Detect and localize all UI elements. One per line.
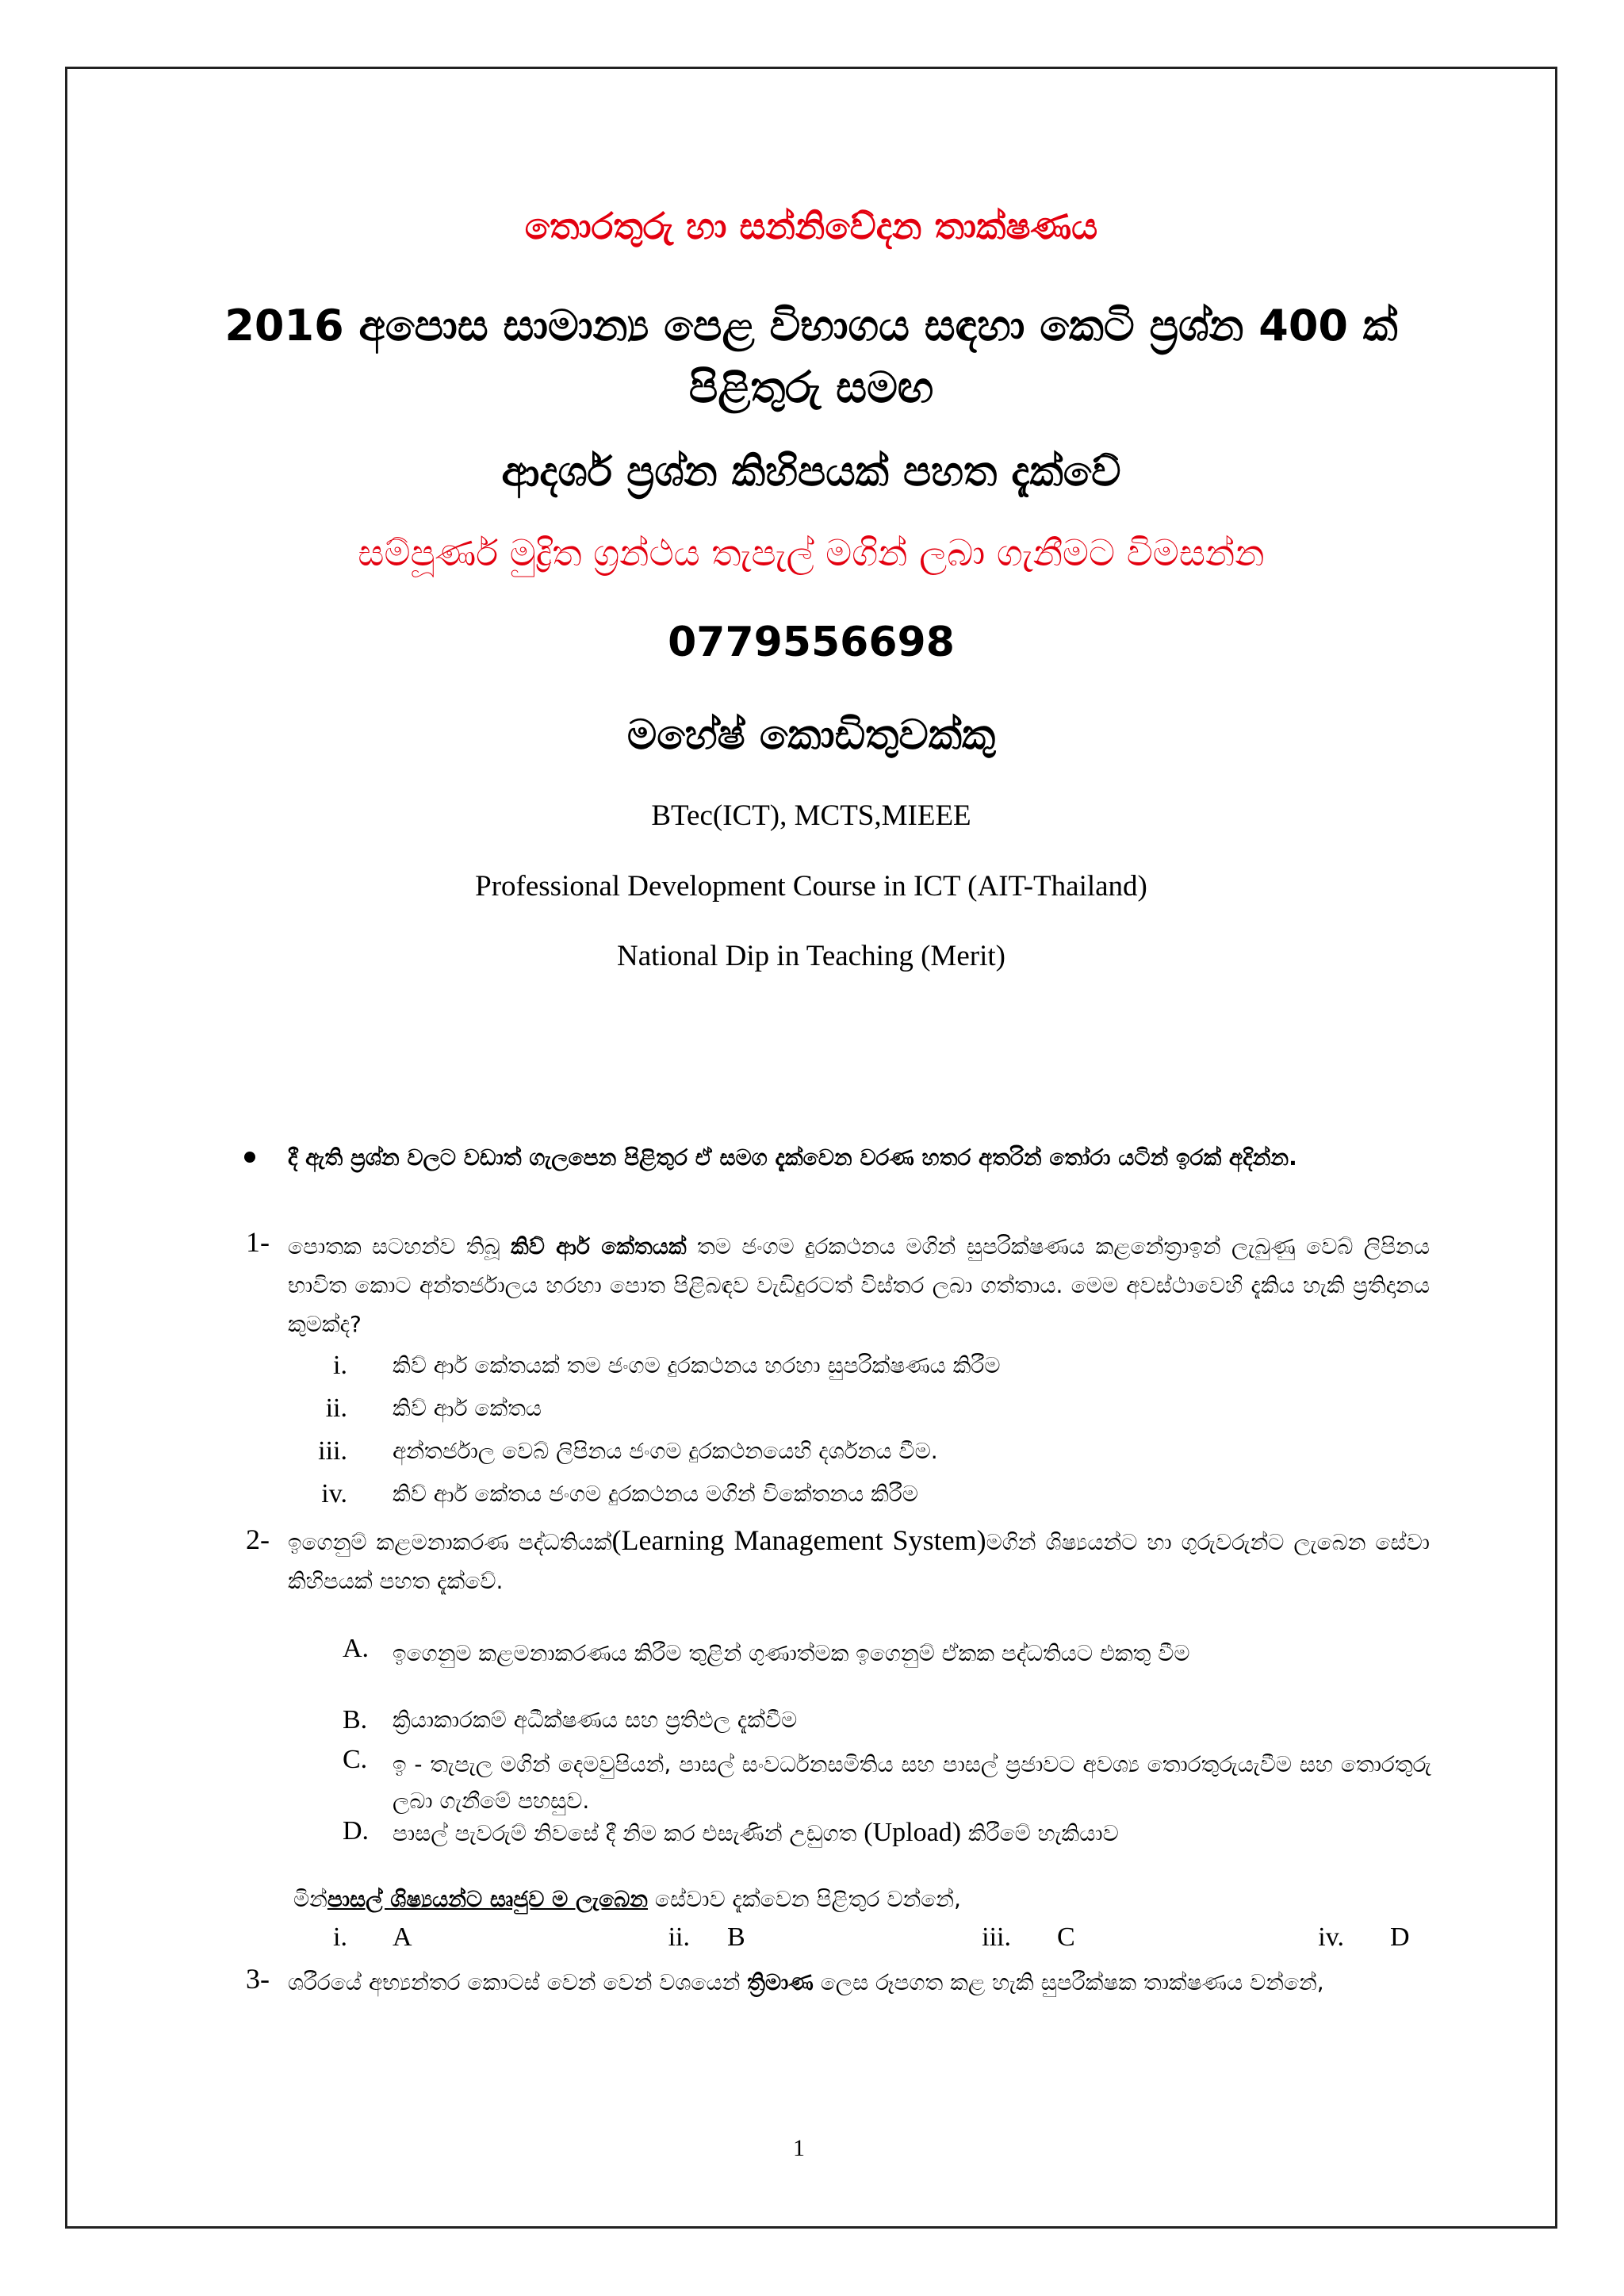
option-text: කිව් ආර් කේතය ජංගම දුරකථනය මගින් විකේතනය කිරීම bbox=[393, 1481, 918, 1507]
answer-text: C bbox=[1057, 1922, 1075, 1952]
answer-number: i. bbox=[333, 1922, 347, 1952]
answer-text: D bbox=[1390, 1922, 1410, 1952]
prompt-emphasis: පාසල් ශිෂ්‍යයන්ට සෘජුව ම ලැබෙන bbox=[327, 1886, 648, 1912]
option-number: i. bbox=[333, 1351, 347, 1380]
answer-prompt: මින්පාසල් ශිෂ්‍යයන්ට සෘජුව ම ලැබෙන සේවාව දැක්වෙන පිළිතුර වන්නේ, bbox=[293, 1886, 961, 1912]
instruction-text: දී ඇති ප්‍රශ්න වලට වඩාත් ගැලපෙන පිළිතුර ඒ සමග දැක්වෙන වරණ හතර අතරින් තෝරා යටින් ඉරක් අදින්න. bbox=[288, 1144, 1297, 1171]
sample-questions-heading: ආදර්ශ ප්‍රශ්න කිහිපයක් පහත දැක්වේ bbox=[501, 448, 1121, 496]
order-notice: සම්පූර්ණ මුද්‍රිත ග්‍රන්ථය තැපැල් මගින් ලබා ගැනීමට විමසන්න bbox=[358, 531, 1265, 574]
answer-number: ii. bbox=[668, 1922, 690, 1952]
answer-number: iv. bbox=[1318, 1922, 1344, 1952]
credential-line: BTec(ICT), MCTS,MIEEE bbox=[651, 799, 971, 832]
item-letter: A. bbox=[343, 1634, 370, 1663]
question-number: 2- bbox=[246, 1524, 270, 1555]
question-number: 1- bbox=[246, 1226, 270, 1258]
main-title-line2: පිළිතුරු සමඟ bbox=[688, 362, 934, 412]
phone-number: 0779556698 bbox=[668, 619, 955, 666]
item-text: ඉ - තැපැල මගින් දෙමවුපියන්, පාසල් සංවර්ධනසමිතිය සහ පාසල් ප්‍රජාවට අවශ්‍ය තොරතුරුයැවීම සහ තොරතුරු ලබා ගැනීමේ පහසුව. bbox=[393, 1751, 1431, 1814]
item-text: පාසල් පැවරුම් නිවසේ දී නිම කර එසැණින් උඩුගත (Upload) කිරීමේ හැකියාව bbox=[393, 1818, 1119, 1847]
option-text: අන්තර්ජාල වෙබ් ලිපිනය ජංගම දුරකථනයෙහි දර්ශනය වීම. bbox=[393, 1438, 938, 1464]
answer-text: B bbox=[727, 1922, 745, 1952]
main-title-line1: 2016 අපොස සාමාන්‍ය පෙළ විභාගය සඳහා කෙටි ප්‍රශ්න 400 ක් bbox=[224, 301, 1398, 351]
author-name: මහේෂ් කොඩිතුවක්කු bbox=[626, 711, 996, 759]
answer-number: iii. bbox=[982, 1922, 1011, 1952]
question-keyword: කිව් ආර් කේතයක් bbox=[511, 1233, 687, 1259]
option-text: කිව් ආර් කේතය bbox=[393, 1395, 542, 1421]
answer-text: A bbox=[393, 1922, 412, 1952]
option-number: iii. bbox=[318, 1436, 347, 1466]
option-text: කිව් ආර් කේතයක් තම ජංගම දුරකථනය හරහා සුපරික්ෂණය කිරීම bbox=[393, 1352, 1001, 1378]
question-text: පොතක සටහන්ව තිබූ කිව් ආර් කේතයක් තම ජංගම දුරකථනය මගින් සුපරික්ෂණය කළනේත්‍රාඉන් ලැබුණු වෙබ් ලිපිනය භාවිත කොට අන්තර්ජාලය හරහා පොත පිළිබඳව වැඩිදුරටත් විස්තර ලබා ගත්තාය. මෙම අවස්ථාවෙහි දැකිය හැකි ප්‍රතිදානය කුමක්ද? bbox=[288, 1233, 1430, 1337]
credential-line: Professional Development Course in ICT (AIT-Thailand) bbox=[475, 870, 1147, 903]
subject-title: තොරතුරු හා සන්නිවේදන තාක්ෂණය bbox=[524, 205, 1098, 247]
item-text: ක්‍රියාකාරකම් අධීක්ෂණය සහ ප්‍රතිඵල දැක්වීම bbox=[393, 1707, 798, 1733]
question-number: 3- bbox=[246, 1963, 270, 1995]
page-number: 1 bbox=[793, 2135, 805, 2161]
item-letter: D. bbox=[343, 1816, 370, 1846]
item-letter: B. bbox=[343, 1705, 368, 1734]
main-title bbox=[65, 295, 1557, 419]
item-text: ඉගෙනුම කළමනාකරණය කිරීම තුළින් ගුණාත්මක ඉගෙනුම් ඒකක පද්ධතියට එකතු වීම bbox=[393, 1640, 1190, 1666]
bullet-icon bbox=[244, 1152, 255, 1163]
question-keyword: ත්‍රිමාණ bbox=[747, 1969, 814, 1995]
option-number: ii. bbox=[325, 1393, 347, 1423]
question-text: ශරීරයේ අභ්‍යන්තර කොටස් වෙන් වෙන් වශයෙන් ත්‍රිමාණ ලෙස රූපගත කළ හැකි සුපරීක්ෂක තාක්ෂණය වන්නේ, bbox=[288, 1969, 1324, 1995]
item-letter: C. bbox=[343, 1745, 368, 1774]
option-number: iv. bbox=[321, 1479, 347, 1508]
credential-line: National Dip in Teaching (Merit) bbox=[617, 940, 1005, 972]
question-text: ඉගෙනුම් කළමනාකරණ පද්ධතියක්(Learning Management System)මගින් ශිෂ්‍යයන්ට හා ගුරුවරුන්ට ලැබෙන සේවා කිහිපයක් පහත දැක්වේ. bbox=[288, 1524, 1430, 1594]
